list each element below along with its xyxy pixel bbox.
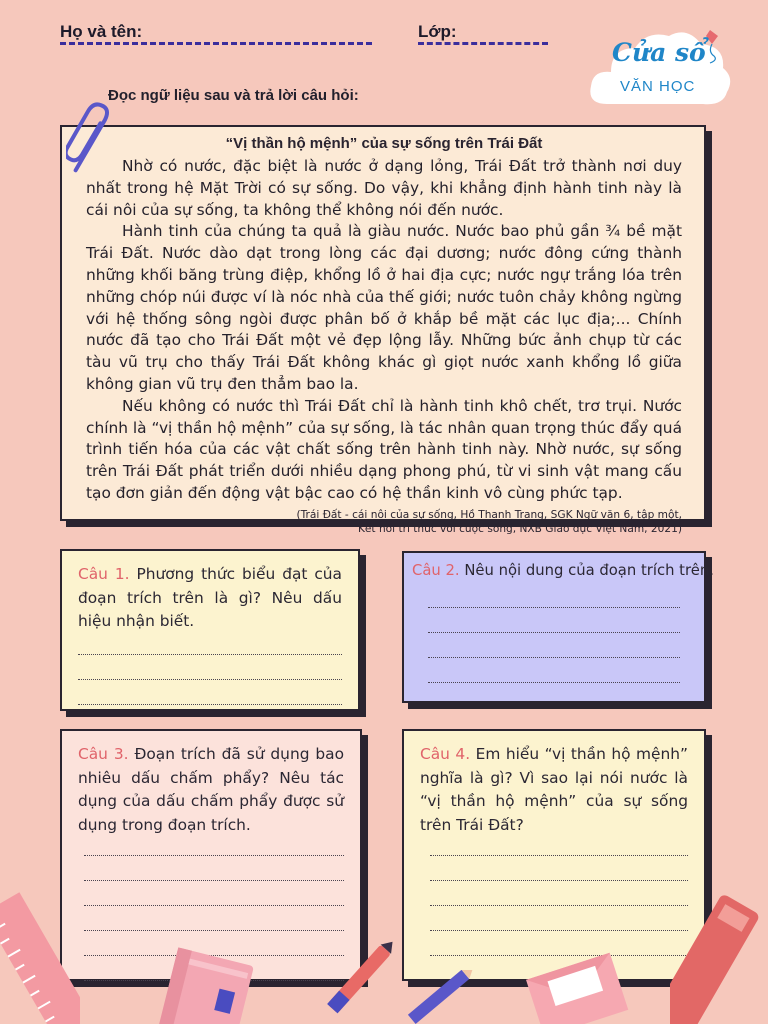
answer-line[interactable] [428,632,680,633]
question-4-card [402,729,706,981]
answer-lines[interactable] [78,654,342,705]
question-1-card [60,549,360,711]
question-1-prompt: Phương thức biểu đạt của đoạn trích trên là gì? Nêu dấu hiệu nhận biết. [78,565,342,630]
answer-line[interactable] [84,905,344,906]
ruler-icon [670,890,768,1024]
answer-line[interactable] [78,654,342,655]
question-1-number: Câu 1. [78,565,130,583]
question-2-card [402,551,714,703]
class-input-line[interactable] [418,42,548,45]
passage-paragraph: Nhờ có nước, đặc biệt là nước ở dạng lỏng, Trái Đất trở thành nơi duy nhất trong hệ Mặt Trời có sự sống. Do vậy, khi khẳng định hành tinh này là cái nôi của sự sống, ta không thể không nói đến nước. [86,157,682,219]
answer-line[interactable] [430,930,688,931]
answer-line[interactable] [430,855,688,856]
logo-title: Cửa sổ [612,38,706,67]
answer-line[interactable] [84,930,344,931]
question-2-text [412,559,714,583]
instruction-text: Đọc ngữ liệu sau và trả lời câu hỏi: [108,87,359,104]
answer-line[interactable] [428,682,680,683]
answer-line[interactable] [78,704,342,705]
paperclip-icon [66,100,114,178]
question-3-text [78,743,344,837]
class-label: Lớp: [418,22,457,41]
passage-source [86,508,682,536]
logo-subtitle: VĂN HỌC [620,78,696,95]
question-1-text [78,563,342,634]
notebook-icon [150,945,260,1024]
passage-paragraph: Hành tinh của chúng ta quả là giàu nước. Nước bao phủ gần ¾ bề mặt Trái Đất. Nước dào dạt trong lòng các đại dương; nước đông cứng thành những khối băng trùng điệp, khổng lồ ở hai địa cực; nước ngự trắng lóa trên những chóp núi được ví là nóc nhà của thế giới; nước tuôn chảy không ngừng với hệ thống sông ngòi được phân bố ở khắp bề mặt các lục địa;... Chính nước đã tạo cho Trái Đất một vẻ đẹp lộng lẫy. Những bức ảnh chụp từ các tàu vũ trụ cho thấy Trái Đất không khác gì giọt nước xanh khổng lồ giữa không gian vũ trụ đen thẳm bao la. [86,222,682,393]
pen-icon [300,940,410,1024]
ruler-icon [0,880,80,1024]
answer-line[interactable] [78,679,342,680]
name-input-line[interactable] [60,42,372,45]
name-label: Họ và tên: [60,22,143,41]
source-line-1: (Trái Đất - cái nôi của sự sống, Hồ Thanh Trang, SGK Ngữ văn 6, tập một, [296,508,682,521]
question-4-text [420,743,688,837]
answer-line[interactable] [84,880,344,881]
answer-line[interactable] [430,880,688,881]
source-line-2: Kết nối tri thức với cuộc sống, NXB Giáo dục Việt Nam, 2021) [357,522,682,535]
answer-lines[interactable] [430,855,688,956]
answer-line[interactable] [84,855,344,856]
answer-line[interactable] [428,607,680,608]
answer-line[interactable] [428,657,680,658]
envelope-icon [520,945,630,1024]
question-3-prompt: Đoạn trích đã sử dụng bao nhiêu dấu chấm phẩy? Nêu tác dụng của dấu chấm phẩy được sử dụng trong đoạn trích. [78,745,344,834]
passage-paragraph: Nếu không có nước thì Trái Đất chỉ là hành tinh khô chết, trơ trụi. Nước chính là “vị thần hộ mệnh” của sự sống, là tác nhân quan trọng thúc đẩy quá trình tiến hóa của các vật chất sống trên hành tinh này. Nhờ nước, sự sống trên Trái Đất phát triển dưới nhiều dạng phong phú, từ vi sinh vật mang cấu tạo đơn giản đến động vật bậc cao có hệ thần kinh vô cùng phức tạp. [86,396,682,502]
question-4-number: Câu 4. [420,745,471,763]
question-2-prompt: Nêu nội dung của đoạn trích trên. [464,562,714,579]
passage-title: “Vị thần hộ mệnh” của sự sống trên Trái Đất [225,135,543,152]
answer-line[interactable] [430,905,688,906]
question-3-number: Câu 3. [78,745,129,763]
passage-card [60,125,706,535]
question-2-number: Câu 2. [412,562,460,579]
pencil-icon [400,970,480,1024]
question-4-prompt: Em hiểu “vị thần hộ mệnh” nghĩa là gì? Vì sao lại nói nước là “vị thần hộ mệnh” của sự sống trên Trái Đất? [420,745,688,834]
answer-lines[interactable] [428,607,680,683]
